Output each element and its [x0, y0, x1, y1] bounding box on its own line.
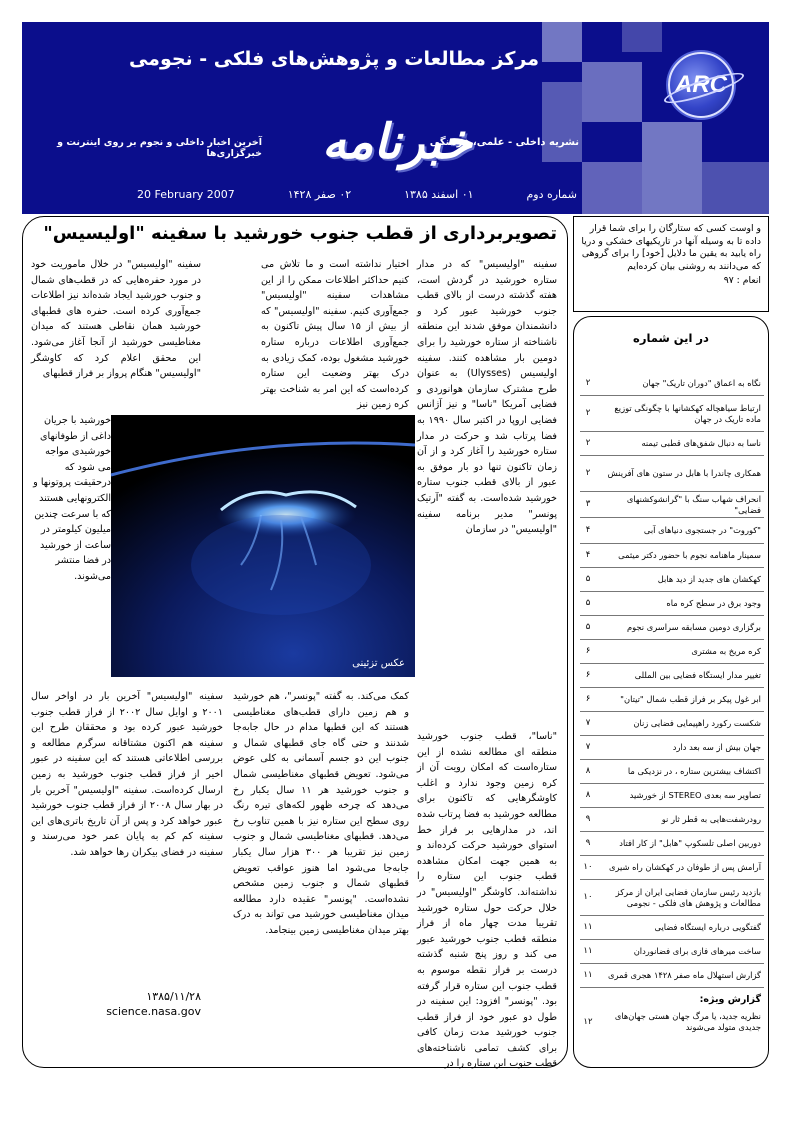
source-link[interactable]: science.nasa.gov	[106, 1005, 201, 1018]
header-banner	[22, 22, 769, 214]
date-gregorian: 20 February 2007	[137, 188, 235, 201]
source-date: ۱۳۸۵/۱۱/۲۸	[146, 990, 201, 1003]
newsletter-tagline: آخرین اخبار داخلی و نجوم بر روی اینترنت و خبرگزاری‌ها	[57, 137, 262, 159]
toc-item[interactable]: گزارش استهلال ماه صفر ۱۴۲۸ هجری قمری ۱۱	[580, 964, 764, 988]
toc-item[interactable]: سمینار ماهنامه نجوم با حضور دکتر میثمی ۴	[580, 544, 764, 568]
toc-item[interactable]: انحراف شهاب سنگ با "گرانشوکشنهای فضایی" ۳	[580, 492, 764, 518]
banner-decor-square	[642, 122, 702, 214]
toc-item[interactable]: نگاه به اعماق "دوران تاریک" جهان ۲	[580, 372, 764, 396]
quote-source: انعام : ۹۷	[723, 275, 761, 286]
toc-item[interactable]: "کوروت" در جستجوی دنیاهای آبی ۴	[580, 518, 764, 544]
banner-decor-square	[622, 22, 662, 52]
article-column: کمک می‌کند. به گفته "پونسر"، هم خورشید و هم زمین دارای قطب‌های مغناطیسی هستند که این قطبها مدام در حال جابه‌جا شدنند و حتی گاه جای قطبهای شمال و جنوب این دو جسم آسمانی به کلی عوض می‌شود. تعویض قطبهای مغناطیسی شمال و جنوب خورشید هر ۱۱ سال یکبار رخ می‌دهد که چرخه ظهور لکه‌های تیره رنگ روی سطح این ستاره نیز با همین تناوب رخ می‌دهد. قطبهای مغناطیسی شمال و جنوب زمین نیز تقریبا هر ۳۰۰ هزار سال یکبار جابه‌جا می‌شود اما هنوز عواقب تعویض قطبهای شمال و جنوب زمین مشخص نشده‌است. "پونسر" عقیده دارد مطالعه میدان مغناطیسی خورشید می تواند به درک بهتر میدان مغناطیسی زمین بینجامد.	[233, 691, 409, 936]
toc-item[interactable]: وجود برق در سطح کره ماه ۵	[580, 592, 764, 616]
article-photo	[111, 415, 415, 677]
banner-decor-square	[582, 162, 642, 214]
banner-decor-square	[702, 162, 769, 214]
table-of-contents	[573, 316, 769, 1068]
newsletter-subtitle: نشریه داخلی - علمی، فرهنگی	[429, 137, 579, 148]
article-column: "ناسا"، قطب جنوب خورشید منطقه ای مطالعه نشده از این ستاره‌است که امکان رویت آن از کره زمین وجود ندارد و اغلب کاوشگرهایی که تاکنون برای مطالعه خورشید به فضا پرتاب شده اند، در مدارهایی بر فراز خط استوای خورشید حرکت کرده‌اند و به همین جهت امکان مشاهده قطب جنوب این ستاره را نداشته‌اند. کاوشگر "اولیسیس" در خلال حرکت حول ستاره خورشید تقریبا مدت چهار ماه از فراز منطقه قطب جنوب خورشید عبور می کند و روز پنج شنبه گذشته درست بر فراز نقطه موسوم به قطب جنوب این ستاره قرار گرفته بود. "پونسر" افزود: این سفینه در طول دو عبور خود از فراز قطب جنوب خورشید مدت زمان کافی برای کشف تمامی ناشناخته‌های قطب جنوب این ستاره را در	[417, 731, 557, 1070]
toc-item[interactable]: گفتگویی درباره ایستگاه فضایی ۱۱	[580, 916, 764, 940]
toc-item[interactable]: اکتشاف بیشترین ستاره ، در نزدیکی ما ۸	[580, 760, 764, 784]
toc-list	[580, 372, 764, 1037]
photo-caption: عکس تزئینی	[352, 658, 405, 669]
article-headline: تصویربرداری از قطب جنوب خورشید با سفینه "اولیسیس"	[43, 223, 557, 244]
date-persian: ۰۱ اسفند ۱۳۸۵	[404, 188, 474, 201]
toc-item[interactable]: همکاری چاندرا با هابل در ستون های آفرینش ۲	[580, 456, 764, 492]
toc-item[interactable]: ناسا به دنبال شفق‌های قطبی تیمنه ۲	[580, 432, 764, 456]
toc-item[interactable]: برگزاری دومین مسابقه سراسری نجوم ۵	[580, 616, 764, 640]
toc-item[interactable]: دوربین اصلی تلسکوپ "هابل" از کار افتاد ۹	[580, 832, 764, 856]
quote-text: و اوست کسی که ستارگان را برای شما قرار داده تا به وسیله آنها در تاریکیهای خشکی و دریا راه یابید به یقین ما دلایل [خود] را برای گروهی که می‌دانند به روشنی بیان کرده‌ایم	[581, 223, 761, 272]
article-column: سفینه "اولیسیس" در خلال ماموریت خود در مورد حفره‌هایی که در قطب‌های شمال و جنوب خورشید ایجاد شده‌اند نیز اطلاعات جمع‌آوری کرده است. حفره های قطبهای خورشید همان نقاطی هستند که میدان مغناطیسی خورشید از آنجا آغاز می‌شود. این محقق اعلام کرد که کاوشگر "اولیسیس" هنگام پرواز بر فراز قطبهای	[31, 259, 201, 380]
toc-item[interactable]: جهان بیش از سه بعد دارد ۷	[580, 736, 764, 760]
article-column: سفینه "اولیسیس" که در مدار ستاره خورشید در گردش است، هفته گذشته درست از بالای قطب جنوب خورشید عبور کرد و دانشمندان موفق شدند این منطقه ناشناخته از ستاره خورشید را برای دومین بار مشاهده کنند. سفینه اولیسیس (Ulysses) به عنوان طرح مشترک سازمان هوانوردی و فضایی آمریکا "ناسا" و نیز آژانس فضایی اروپا در اکتبر سال ۱۹۹۰ به فضا پرتاب شد و حرکت در مدار ستاره خورشید را آغاز کرد و از آن زمان تاکنون تنها دو بار موفق به عبور از بالای قطب جنوب ستاره خورشید شده‌است. به گفته "آرتیک پونسر" مدیر برنامه سفینه "اولیسیس" در سازمان	[417, 259, 557, 536]
toc-title: در این شماره	[633, 331, 709, 345]
article-source	[101, 989, 201, 1019]
banner-decor-square	[542, 22, 582, 62]
toc-item[interactable]: ابر غول پیکر بر فراز قطب شمال "تیتان" ۶	[580, 688, 764, 712]
toc-item[interactable]: تغییر مدار ایستگاه فضایی بین المللی ۶	[580, 664, 764, 688]
banner-decor-square	[542, 82, 582, 162]
toc-item[interactable]: تصاویر سه بعدی STEREO از خورشید ۸	[580, 784, 764, 808]
issue-number: شماره دوم	[526, 188, 577, 201]
quran-quote-box	[573, 216, 769, 312]
toc-item[interactable]: بازدید رئیس سازمان فضایی ایران از مرکز مطالعات و پژوهش های فلکی - نجومی ۱۰	[580, 880, 764, 916]
article-column: خورشید با جریان داغی از طوفانهای خورشیدی مواجه می شود که درحقیقت پروتونها و الکترونهایی هستند که با سرعت چندین میلیون کیلومتر در ساعت از خورشید در فضا منتشر می‌شوند.	[33, 415, 111, 582]
solar-prominence-image	[111, 415, 415, 677]
toc-item[interactable]: کره مریخ به مشتری ۶	[580, 640, 764, 664]
date-hijri: ۰۲ صفر ۱۴۲۸	[287, 188, 352, 201]
toc-reports-title: گزارش ویژه:	[699, 994, 761, 1005]
organization-title: مرکز مطالعات و پژوهش‌های فلکی - نجومی	[128, 48, 539, 70]
toc-item[interactable]: کهکشان های جدید از دید هابل ۵	[580, 568, 764, 592]
toc-item-special-report[interactable]: نظریه جدید، یا مرگ جهان هستی جهان‌های جدیدی متولد می‌شوند ۱۲	[583, 1011, 761, 1032]
toc-item[interactable]: ساخت میرهای فازی برای فضانوردان ۱۱	[580, 940, 764, 964]
banner-decor-square	[582, 62, 642, 122]
toc-item[interactable]: شکست رکورد راهپیمایی فضایی زنان ۷	[580, 712, 764, 736]
arc-logo: ARC	[668, 52, 734, 118]
toc-item[interactable]: آرامش پس از طوفان در کهکشان راه شیری ۱۰	[580, 856, 764, 880]
toc-item[interactable]: رودرشفت‌هایی به قطر ثار نو ۹	[580, 808, 764, 832]
main-article	[22, 216, 568, 1068]
newsletter-title: خبرنامه	[321, 114, 473, 170]
issue-line	[137, 188, 577, 201]
article-column: سفینه "اولیسیس" آخرین بار در اواخر سال ۲۰۰۱ و اوایل سال ۲۰۰۲ از فراز قطب جنوب خورشید عبور کرده بود و محققان طرح این سفینه هم اکنون مشتاقانه سرگرم مطالعه و بررسی اطلاعاتی هستند که این سفینه در عبور اخیر از فراز قطب جنوب خورشید به زمین ارسال کرده‌است. سفینه "اولیسیس" آخرین بار در بهار سال ۲۰۰۸ از فراز قطب جنوب خورشید عبور خواهد کرد و پس از آن تاریخ باتری‌های این سفینه کم کم به پایان عمر خود می‌رسند و سفینه در فضای بیکران رها خواهد شد.	[31, 691, 223, 858]
toc-item[interactable]: ارتباط سیاهچاله کهکشانها با چگونگی توزیع ماده تاریک در جهان ۲	[580, 396, 764, 432]
article-column: اختیار نداشته است و ما تلاش می کنیم حداکثر اطلاعات ممکن را از این مشاهدات سفینه "اولیسیس" جمع‌آوری کنیم. سفینه "اولیسیس" که از بیش از ۱۵ سال پیش تاکنون به جمع‌آوری اطلاعات درباره ستاره خورشید مشغول بوده، کمک زیادی به درک بهتر وضعیت این ستاره کرده‌است که این امر به شناخت بهتر کره زمین نیز	[261, 259, 409, 411]
